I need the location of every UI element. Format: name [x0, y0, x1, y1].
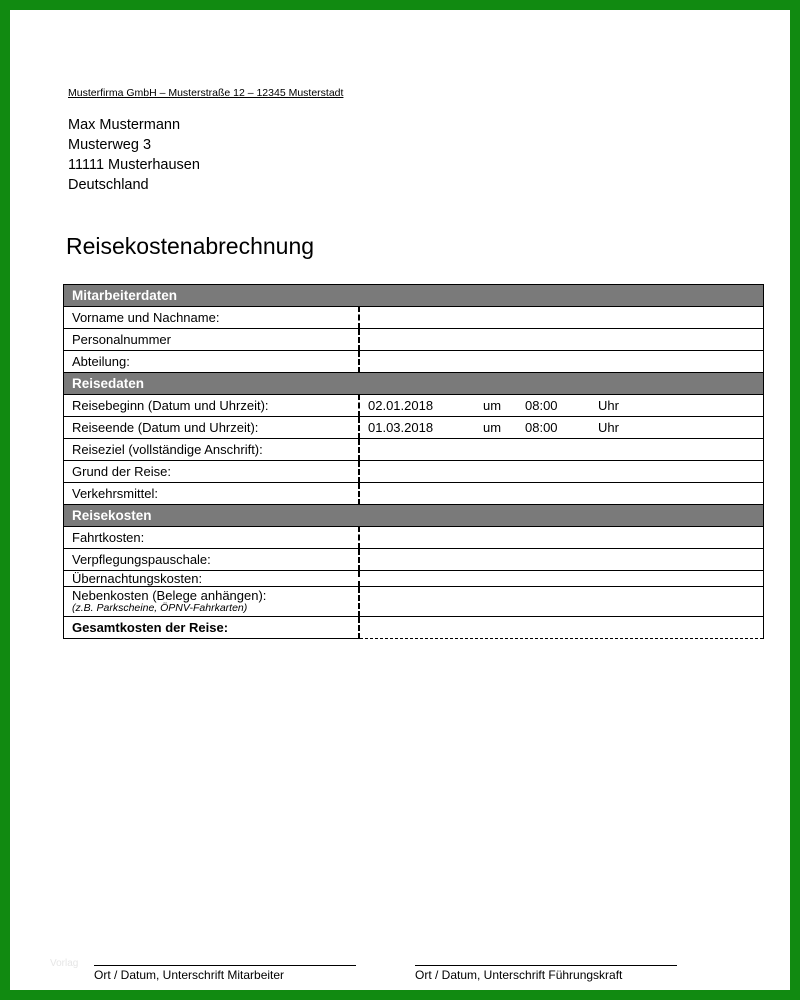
recipient-country: Deutschland [68, 177, 149, 193]
field-label: Reiseende (Datum und Uhrzeit): [64, 417, 360, 439]
form-row [64, 549, 764, 571]
name-field[interactable] [359, 307, 764, 329]
recipient-name: Max Mustermann [68, 117, 181, 133]
accommodation-cost-field[interactable] [359, 571, 764, 587]
end-um: um [483, 420, 502, 435]
reason-field[interactable] [359, 461, 764, 483]
field-label: Personalnummer [64, 329, 360, 351]
form-row-total [64, 617, 764, 639]
watermark: Vorlag [50, 958, 79, 969]
form-row [64, 527, 764, 549]
signature-label-manager: Ort / Datum, Unterschrift Führungskraft [415, 968, 623, 982]
transport-field[interactable] [359, 483, 764, 505]
start-date: 02.01.2018 [368, 398, 434, 413]
signature-label-employee: Ort / Datum, Unterschrift Mitarbeiter [94, 968, 285, 982]
meal-allowance-field[interactable] [359, 549, 764, 571]
extra-cost-note: (z.B. Parkscheine, ÖPNV-Fahrkarten) [72, 602, 248, 614]
field-label: Übernachtungskosten: [64, 571, 360, 587]
form-row [64, 571, 764, 587]
section-heading: Mitarbeiterdaten [64, 285, 764, 307]
recipient-street: Musterweg 3 [68, 137, 152, 153]
form-row [64, 417, 764, 439]
form-row [64, 351, 764, 373]
recipient-city: 11111 Musterhausen [68, 157, 200, 173]
form-row [64, 461, 764, 483]
field-label: Verpflegungspauschale: [64, 549, 360, 571]
form-row [64, 395, 764, 417]
extra-cost-field[interactable] [359, 587, 764, 617]
section-header-travel [64, 373, 764, 395]
total-label: Gesamtkosten der Reise: [64, 617, 360, 639]
document-title: Reisekostenabrechnung [66, 233, 315, 259]
form-row [64, 587, 764, 617]
section-header-costs [64, 505, 764, 527]
extra-cost-label: Nebenkosten (Belege anhängen): [72, 588, 267, 603]
recipient-address [68, 115, 200, 195]
form-row [64, 439, 764, 461]
field-label: Grund der Reise: [64, 461, 360, 483]
end-date: 01.03.2018 [368, 420, 434, 435]
total-cost-field[interactable] [359, 617, 764, 639]
start-time: 08:00 [525, 398, 558, 413]
end-time: 08:00 [525, 420, 558, 435]
field-label: Abteilung: [64, 351, 360, 373]
form-row [64, 307, 764, 329]
signature-line-employee [94, 965, 356, 966]
expense-form-table [63, 284, 764, 639]
personnel-number-field[interactable] [359, 329, 764, 351]
field-label: Reiseziel (vollständige Anschrift): [64, 439, 360, 461]
travel-cost-field[interactable] [359, 527, 764, 549]
section-heading: Reisedaten [64, 373, 764, 395]
section-header-employee [64, 285, 764, 307]
start-um: um [483, 398, 502, 413]
destination-field[interactable] [359, 439, 764, 461]
field-label [64, 587, 360, 617]
field-label: Fahrtkosten: [64, 527, 360, 549]
field-label: Vorname und Nachname: [64, 307, 360, 329]
field-label: Reisebeginn (Datum und Uhrzeit): [64, 395, 360, 417]
end-uhr: Uhr [598, 420, 619, 435]
section-heading: Reisekosten [64, 505, 764, 527]
department-field[interactable] [359, 351, 764, 373]
start-uhr: Uhr [598, 398, 619, 413]
signature-line-manager [415, 965, 677, 966]
form-row [64, 483, 764, 505]
field-label: Verkehrsmittel: [64, 483, 360, 505]
travel-end-field[interactable] [359, 417, 764, 439]
sender-line: Musterfirma GmbH – Musterstraße 12 – 12345 Musterstadt [68, 87, 344, 99]
travel-start-field[interactable] [359, 395, 764, 417]
form-row [64, 329, 764, 351]
